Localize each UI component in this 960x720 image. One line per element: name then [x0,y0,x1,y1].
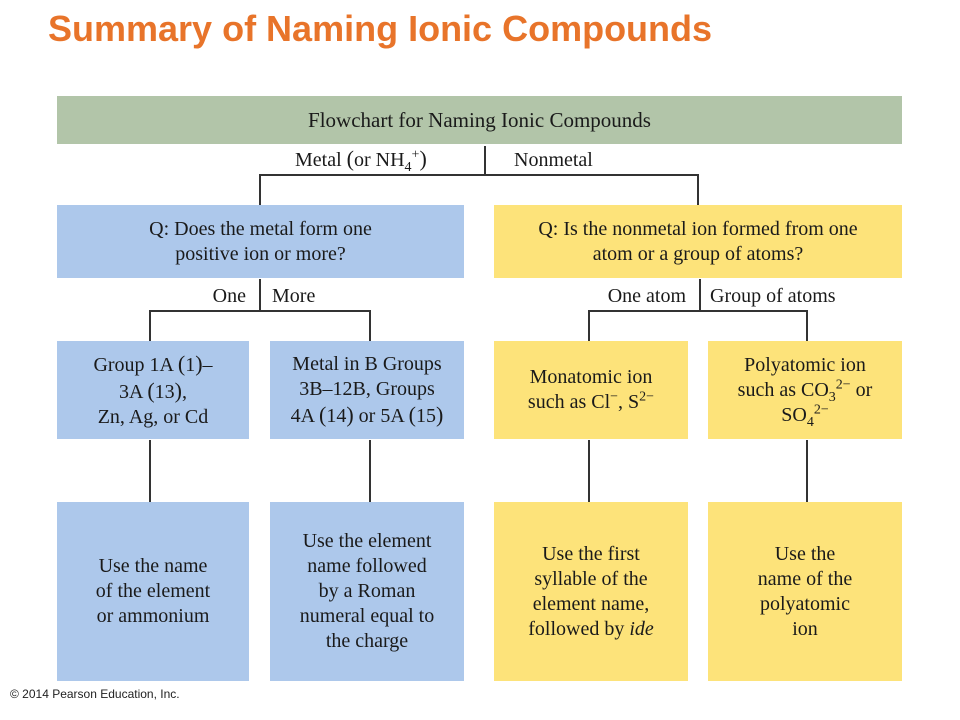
connector-group-to-use-name [149,440,151,502]
metal-b-line1: Metal in B Groups [292,352,442,375]
use-roman-line4: numeral equal to [299,605,435,627]
ammonium-subscript: 4 [404,160,412,175]
ammonium-text: or NH [353,149,405,171]
use-name-line2: of the element [95,580,211,602]
sulfate-text: SO [781,403,807,426]
group-3a-text: 3A [118,380,143,403]
group-1-number: 1 [185,353,196,376]
paren-open: ( [319,401,327,427]
group-1a-3a-box [57,341,249,439]
use-element-name-box [57,502,249,681]
carbonate-subscript: 3 [828,389,836,405]
nonmetal-branch-label: Nonmetal [514,149,593,171]
connector-polyatomic-to-use-polyatomic [806,440,808,502]
top-divider-line [484,146,486,175]
carbonate-charge: 2− [835,376,851,392]
metal-label-text: Metal [295,149,342,171]
use-roman-line2: name followed [307,555,427,577]
group-15-number: 15 [416,404,436,427]
use-poly-line4: ion [792,617,818,640]
metal-divider-line [259,279,261,311]
branch-label-one: One [212,285,246,307]
connector-metalb-to-use-roman [369,440,371,502]
metal-branch-right-drop [369,310,371,341]
top-branch-right-drop [697,174,699,205]
use-syllable-line4: followed by [528,617,625,640]
nonmetal-question-box [494,205,902,278]
flowchart-heading-text: Flowchart for Naming Ionic Compounds [308,107,651,132]
metal-b-line2: 3B–12B, Groups [299,377,435,400]
group-13-number: 13 [154,380,175,403]
group-4a-text: 4A [290,404,315,427]
paren-open: ( [177,350,186,376]
group-14-number: 14 [326,404,347,427]
use-first-syllable-box [494,502,688,681]
metal-branch-left-drop [149,310,151,341]
nonmetal-divider-line [699,279,701,311]
connector-monatomic-to-use-syllable [588,440,590,502]
use-roman-line5: the charge [325,630,409,652]
paren-open: ( [408,401,416,427]
use-name-line1: Use the name [98,555,208,577]
ammonium-superscript: + [411,147,420,163]
range-dash: – [202,353,213,376]
metal-branch-line [149,310,371,312]
or-text: or [855,378,873,401]
branch-label-more: More [272,285,316,307]
carbonate-text: such as CO [737,378,829,401]
slide-title: Summary of Naming Ionic Compounds [48,8,713,49]
paren-close: ) [346,401,354,427]
use-roman-line1: Use the element [302,530,432,552]
ide-suffix: ide [629,617,654,640]
use-poly-line1: Use the [774,542,836,565]
metal-branch-label [295,146,427,175]
copyright-notice: © 2014 Pearson Education, Inc. [10,687,180,701]
flowchart-heading [57,96,902,144]
metal-question-line2: positive ion or more? [175,242,346,265]
comma: , [181,380,187,403]
zn-ag-cd-text: Zn, Ag, or Cd [97,405,209,428]
branch-label-group-of-atoms: Group of atoms [710,285,836,307]
top-branch-left-drop [259,174,261,205]
monatomic-ion-box [494,341,688,439]
chloride-text: such as Cl [527,391,611,413]
sulfate-subscript: 4 [806,414,814,430]
use-syllable-line3: element name, [532,592,650,615]
or-5a-text: or 5A [358,404,404,427]
polyatomic-ion-box [708,341,902,439]
metal-b-groups-box [270,341,464,439]
metal-question-line1: Q: Does the metal form one [149,217,372,240]
nonmetal-branch-line [588,310,808,312]
use-roman-line3: by a Roman [318,580,416,602]
use-syllable-line1: Use the first [542,542,640,565]
nonmetal-branch-right-drop [806,310,808,341]
nonmetal-branch-left-drop [588,310,590,341]
sulfate-charge: 2− [813,401,829,417]
paren-close: ) [174,377,182,403]
nonmetal-question-line1: Q: Is the nonmetal ion formed from one [538,217,858,240]
paren-open: ( [346,146,354,171]
paren-close: ) [195,350,203,376]
use-name-line3: or ammonium [96,605,210,627]
top-branch-line [259,174,699,176]
use-poly-line3: polyatomic [760,592,850,615]
sulfide-text: , S [618,391,640,413]
polyatomic-line1: Polyatomic ion [744,353,866,376]
monatomic-line1: Monatomic ion [529,366,653,388]
use-syllable-line2: syllable of the [534,567,648,590]
branch-label-one-atom: One atom [607,285,686,307]
paren-close: ) [419,146,427,171]
nonmetal-question-line2: atom or a group of atoms? [592,242,804,265]
use-polyatomic-name-box [708,502,902,681]
chloride-charge: − [610,389,619,405]
metal-question-box [57,205,464,278]
paren-close: ) [436,401,444,427]
group-1a-text: Group 1A [93,353,173,376]
use-roman-numeral-box [270,502,464,681]
paren-open: ( [147,377,155,403]
use-poly-line2: name of the [757,567,853,590]
sulfide-charge: 2− [639,389,655,405]
